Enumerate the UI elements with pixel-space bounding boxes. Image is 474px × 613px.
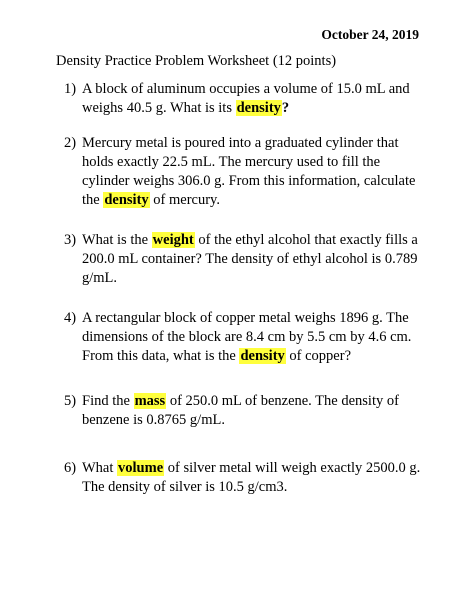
- document-date: October 24, 2019: [321, 27, 419, 42]
- worksheet-title: Density Practice Problem Worksheet (12 points): [56, 53, 337, 69]
- question-text-before: A block of aluminum occupies a volume of 15.0 mL and weighs 40.5 g. What is its: [82, 81, 410, 116]
- question-text-after: of mercury.: [149, 192, 220, 208]
- question-text-before: Mercury metal is poured into a graduated cylinder that holds exactly 22.5 mL. The mercury used to fill the cylinder weighs 306.0 g. From this information, calculate the: [82, 135, 416, 208]
- highlighted-term: weight: [152, 232, 194, 248]
- question-text: [82, 80, 424, 118]
- question-text: [82, 459, 424, 497]
- question-text-after: of silver metal will weigh exactly 2500.0 g. The density of silver is 10.5 g/cm3.: [82, 460, 421, 495]
- highlighted-term: volume: [118, 460, 164, 476]
- question-text-before: What is the: [82, 232, 152, 248]
- highlighted-term: density: [240, 348, 285, 364]
- question-4: [64, 309, 424, 366]
- question-1: [64, 80, 424, 118]
- highlighted-term: density: [104, 192, 149, 208]
- highlighted-term: density: [236, 100, 281, 116]
- question-text: [82, 134, 424, 210]
- question-text: [82, 231, 424, 288]
- question-number: 6): [64, 460, 77, 476]
- question-text-after: ?: [281, 100, 290, 116]
- highlighted-term: mass: [134, 393, 166, 409]
- question-text: [82, 309, 424, 366]
- question-text-after: of copper?: [285, 348, 352, 364]
- question-3: [64, 231, 424, 288]
- question-number: 4): [64, 310, 77, 326]
- question-text: [82, 392, 424, 430]
- question-text-after: of the ethyl alcohol that exactly fills a 200.0 mL container? The density of ethyl alcohol is 0.789 g/mL.: [82, 232, 418, 286]
- question-6: [64, 459, 424, 497]
- question-text-before: A rectangular block of copper metal weighs 1896 g. The dimensions of the block are 8.4 cm by 5.5 cm by 4.6 cm. From this data, what is the: [82, 310, 412, 364]
- question-number: 1): [64, 81, 77, 97]
- question-number: 5): [64, 393, 77, 409]
- question-number: 2): [64, 135, 77, 151]
- question-text-before: Find the: [82, 393, 134, 409]
- question-text-before: What: [82, 460, 118, 476]
- question-text-after: of 250.0 mL of benzene. The density of benzene is 0.8765 g/mL.: [82, 393, 399, 428]
- question-number: 3): [64, 232, 77, 248]
- question-2: [64, 134, 424, 210]
- question-5: [64, 392, 424, 430]
